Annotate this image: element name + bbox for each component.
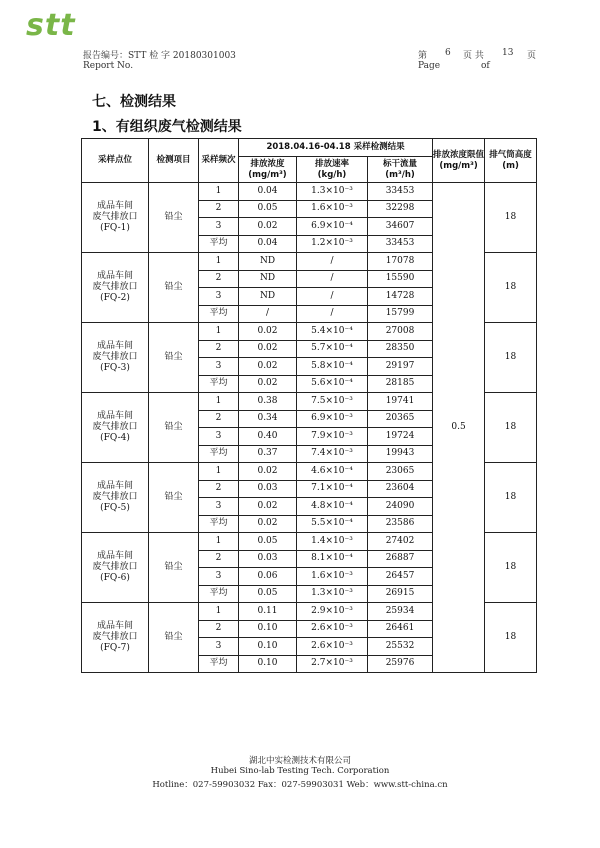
- header-results-group: 2018.04.16-04.18 采样检测结果: [239, 139, 433, 157]
- frequency-cell: 1: [199, 463, 239, 481]
- frequency-cell: 2: [199, 620, 239, 638]
- sampling-point-cell: 成品车间 废气排放口 (FQ-4): [82, 393, 149, 463]
- test-item-cell: 铅尘: [149, 253, 199, 323]
- rate-cell: 2.6×10⁻³: [297, 620, 368, 638]
- frequency-cell: 平均: [199, 235, 239, 253]
- flow-cell: 28185: [368, 375, 433, 393]
- test-item-cell: 铅尘: [149, 533, 199, 603]
- footer-contact: Hotline：027-59903032 Fax：027-59903031 Web：www.stt-china.cn: [152, 780, 448, 790]
- results-body: [82, 183, 537, 673]
- header-frequency: 采样频次: [199, 139, 239, 183]
- frequency-cell: 平均: [199, 445, 239, 463]
- stack-height-cell: 18: [485, 323, 537, 393]
- frequency-cell: 2: [199, 270, 239, 288]
- concentration-cell: 0.34: [239, 410, 297, 428]
- header-concentration: 排放浓度 (mg/m³): [239, 157, 297, 183]
- flow-cell: 23065: [368, 463, 433, 481]
- flow-cell: 24090: [368, 498, 433, 516]
- concentration-cell: 0.02: [239, 323, 297, 341]
- flow-cell: 25532: [368, 638, 433, 656]
- flow-cell: 34607: [368, 218, 433, 236]
- flow-cell: 23586: [368, 515, 433, 533]
- flow-cell: 33453: [368, 183, 433, 201]
- concentration-cell: ND: [239, 288, 297, 306]
- header-limit: 排放浓度限值(mg/m³): [433, 139, 485, 183]
- frequency-cell: 1: [199, 253, 239, 271]
- concentration-cell: 0.02: [239, 375, 297, 393]
- rate-cell: 6.9×10⁻⁴: [297, 218, 368, 236]
- frequency-cell: 3: [199, 288, 239, 306]
- report-number: 报告编号：STT 检 字 20180301003: [83, 51, 236, 61]
- flow-cell: 15590: [368, 270, 433, 288]
- frequency-cell: 平均: [199, 305, 239, 323]
- concentration-cell: /: [239, 305, 297, 323]
- rate-cell: 1.3×10⁻³: [297, 585, 368, 603]
- concentration-cell: 0.05: [239, 200, 297, 218]
- rate-cell: 1.6×10⁻³: [297, 568, 368, 586]
- flow-cell: 23604: [368, 480, 433, 498]
- footer-company-en: Hubei Sino-lab Testing Tech. Corporation: [210, 766, 390, 776]
- sampling-point-cell: 成品车间 废气排放口 (FQ-3): [82, 323, 149, 393]
- concentration-cell: 0.10: [239, 638, 297, 656]
- sampling-point-cell: 成品车间 废气排放口 (FQ-7): [82, 603, 149, 673]
- rate-cell: /: [297, 288, 368, 306]
- frequency-cell: 2: [199, 410, 239, 428]
- header-stack-height: 排气筒高度(m): [485, 139, 537, 183]
- frequency-cell: 1: [199, 393, 239, 411]
- stack-height-cell: 18: [485, 463, 537, 533]
- report-number-en: Report No.: [83, 61, 134, 71]
- sampling-point-cell: 成品车间 废气排放口 (FQ-5): [82, 463, 149, 533]
- concentration-cell: 0.10: [239, 655, 297, 673]
- frequency-cell: 平均: [199, 515, 239, 533]
- rate-cell: 5.6×10⁻⁴: [297, 375, 368, 393]
- concentration-cell: 0.02: [239, 218, 297, 236]
- rate-cell: 8.1×10⁻⁴: [297, 550, 368, 568]
- flow-cell: 25934: [368, 603, 433, 621]
- test-item-cell: 铅尘: [149, 393, 199, 463]
- frequency-cell: 2: [199, 480, 239, 498]
- rate-cell: 2.6×10⁻³: [297, 638, 368, 656]
- page-total: 13: [502, 48, 514, 58]
- flow-cell: 15799: [368, 305, 433, 323]
- flow-cell: 26915: [368, 585, 433, 603]
- header-sampling-point: 采样点位: [82, 139, 149, 183]
- frequency-cell: 1: [199, 533, 239, 551]
- rate-cell: 1.2×10⁻³: [297, 235, 368, 253]
- concentration-cell: 0.02: [239, 463, 297, 481]
- frequency-cell: 平均: [199, 585, 239, 603]
- rate-cell: /: [297, 253, 368, 271]
- header-flow: 标干流量 (m³/h): [368, 157, 433, 183]
- stack-height-cell: 18: [485, 253, 537, 323]
- frequency-cell: 1: [199, 323, 239, 341]
- concentration-cell: 0.40: [239, 428, 297, 446]
- header-emission-rate: 排放速率 (kg/h): [297, 157, 368, 183]
- page-number: 6: [445, 48, 451, 58]
- flow-cell: 19943: [368, 445, 433, 463]
- rate-cell: 7.5×10⁻³: [297, 393, 368, 411]
- page-label-mid: 页 共: [463, 51, 484, 61]
- limit-cell: 0.5: [433, 183, 485, 673]
- concentration-cell: ND: [239, 270, 297, 288]
- rate-cell: 1.6×10⁻³: [297, 200, 368, 218]
- flow-cell: 27008: [368, 323, 433, 341]
- concentration-cell: 0.11: [239, 603, 297, 621]
- concentration-cell: 0.02: [239, 340, 297, 358]
- frequency-cell: 2: [199, 200, 239, 218]
- section-title: 七、检测结果: [92, 94, 176, 110]
- of-label-en: of: [481, 61, 490, 71]
- stack-height-cell: 18: [485, 393, 537, 463]
- concentration-cell: 0.38: [239, 393, 297, 411]
- flow-cell: 26461: [368, 620, 433, 638]
- test-item-cell: 铅尘: [149, 463, 199, 533]
- concentration-cell: 0.04: [239, 183, 297, 201]
- rate-cell: 1.3×10⁻³: [297, 183, 368, 201]
- flow-cell: 14728: [368, 288, 433, 306]
- frequency-cell: 3: [199, 358, 239, 376]
- rate-cell: 7.1×10⁻⁴: [297, 480, 368, 498]
- concentration-cell: ND: [239, 253, 297, 271]
- flow-cell: 25976: [368, 655, 433, 673]
- rate-cell: 5.4×10⁻⁴: [297, 323, 368, 341]
- concentration-cell: 0.04: [239, 235, 297, 253]
- subsection-title: 1、有组织废气检测结果: [92, 119, 242, 135]
- frequency-cell: 3: [199, 498, 239, 516]
- rate-cell: 5.5×10⁻⁴: [297, 515, 368, 533]
- flow-cell: 26887: [368, 550, 433, 568]
- rate-cell: /: [297, 270, 368, 288]
- flow-cell: 32298: [368, 200, 433, 218]
- stack-height-cell: 18: [485, 603, 537, 673]
- concentration-cell: 0.05: [239, 533, 297, 551]
- sampling-point-cell: 成品车间 废气排放口 (FQ-2): [82, 253, 149, 323]
- test-item-cell: 铅尘: [149, 603, 199, 673]
- flow-cell: 33453: [368, 235, 433, 253]
- company-logo: stt: [26, 8, 76, 43]
- concentration-cell: 0.02: [239, 358, 297, 376]
- test-item-cell: 铅尘: [149, 183, 199, 253]
- page-label-end: 页: [527, 51, 537, 61]
- footer-company-cn: 湖北中实检测技术有限公司: [248, 756, 351, 766]
- concentration-cell: 0.37: [239, 445, 297, 463]
- flow-cell: 19741: [368, 393, 433, 411]
- frequency-cell: 2: [199, 550, 239, 568]
- rate-cell: 5.8×10⁻⁴: [297, 358, 368, 376]
- frequency-cell: 平均: [199, 655, 239, 673]
- rate-cell: 4.8×10⁻⁴: [297, 498, 368, 516]
- test-item-cell: 铅尘: [149, 323, 199, 393]
- stack-height-cell: 18: [485, 183, 537, 253]
- frequency-cell: 3: [199, 568, 239, 586]
- concentration-cell: 0.05: [239, 585, 297, 603]
- concentration-cell: 0.02: [239, 498, 297, 516]
- table-row: [82, 183, 537, 201]
- frequency-cell: 3: [199, 638, 239, 656]
- page-label-en: Page: [418, 61, 441, 71]
- rate-cell: 7.9×10⁻³: [297, 428, 368, 446]
- results-table: [81, 138, 537, 673]
- frequency-cell: 2: [199, 340, 239, 358]
- flow-cell: 20365: [368, 410, 433, 428]
- rate-cell: 2.9×10⁻³: [297, 603, 368, 621]
- flow-cell: 27402: [368, 533, 433, 551]
- frequency-cell: 3: [199, 218, 239, 236]
- frequency-cell: 平均: [199, 375, 239, 393]
- flow-cell: 29197: [368, 358, 433, 376]
- stack-height-cell: 18: [485, 533, 537, 603]
- flow-cell: 28350: [368, 340, 433, 358]
- frequency-cell: 1: [199, 183, 239, 201]
- rate-cell: 4.6×10⁻⁴: [297, 463, 368, 481]
- frequency-cell: 1: [199, 603, 239, 621]
- rate-cell: 7.4×10⁻³: [297, 445, 368, 463]
- flow-cell: 19724: [368, 428, 433, 446]
- sampling-point-cell: 成品车间 废气排放口 (FQ-6): [82, 533, 149, 603]
- rate-cell: 5.7×10⁻⁴: [297, 340, 368, 358]
- flow-cell: 26457: [368, 568, 433, 586]
- frequency-cell: 3: [199, 428, 239, 446]
- concentration-cell: 0.03: [239, 480, 297, 498]
- flow-cell: 17078: [368, 253, 433, 271]
- header-test-item: 检测项目: [149, 139, 199, 183]
- rate-cell: /: [297, 305, 368, 323]
- rate-cell: 6.9×10⁻³: [297, 410, 368, 428]
- page-label-cn: 第: [418, 51, 428, 61]
- concentration-cell: 0.06: [239, 568, 297, 586]
- concentration-cell: 0.02: [239, 515, 297, 533]
- sampling-point-cell: 成品车间 废气排放口 (FQ-1): [82, 183, 149, 253]
- rate-cell: 2.7×10⁻³: [297, 655, 368, 673]
- concentration-cell: 0.03: [239, 550, 297, 568]
- rate-cell: 1.4×10⁻³: [297, 533, 368, 551]
- concentration-cell: 0.10: [239, 620, 297, 638]
